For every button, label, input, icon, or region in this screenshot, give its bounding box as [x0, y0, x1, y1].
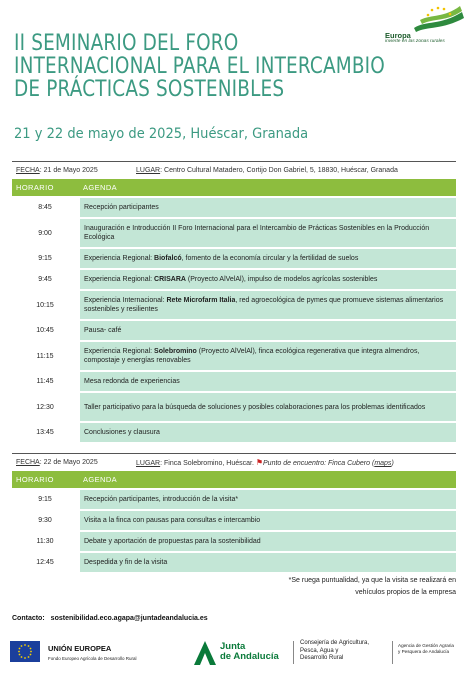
meeting-point: Punto de encuentro: Finca Cubero (: [263, 460, 375, 467]
session-meta: [12, 161, 456, 179]
session-date: FECHA: 22 de Mayo 2025: [16, 459, 98, 466]
flag-icon: ⚑: [255, 458, 264, 467]
maps-link[interactable]: maps: [374, 460, 392, 467]
table-row: 13:45 Conclusiones y clausura: [12, 423, 456, 442]
title-line: DE PRÁCTICAS SOSTENIBLES: [14, 76, 285, 102]
table-row: 9:00 Inauguración e Introducción II Foro Internacional para el Intercambio de Prácticas Sostenibles en la Producción Ecológica: [12, 219, 456, 247]
europa-tagline: invierte en las zonas rurales: [385, 39, 445, 44]
agenda-header: [12, 179, 456, 196]
table-row: 10:15 Experiencia Internacional: Rete Microfarm Italia, red agroecológica de pymes que promueve sistemas alimentarios sostenibles y resilientes: [12, 291, 456, 319]
title-line: II SEMINARIO DEL FORO: [14, 30, 239, 56]
contact-email-link[interactable]: sostenibilidad.eco.agapa@juntadeandalucia.es: [50, 615, 208, 622]
punctuality-note: *Se ruega puntualidad, ya que la visita se realizará en vehículos propios de la empresa: [288, 577, 456, 596]
table-row: 12:45 Despedida y fin de la visita: [12, 553, 456, 572]
session-location: LUGAR: Centro Cultural Matadero, Cortijo Don Gabriel, 5, 18830, Huéscar, Granada: [136, 167, 398, 174]
header-horario: HORARIO: [16, 183, 54, 192]
session-meta: [12, 453, 456, 471]
page-title: [14, 30, 385, 102]
header-horario: HORARIO: [16, 475, 54, 484]
table-row: 9:45 Experiencia Regional: CRISARA (Proyecto AlVelAl), impulso de modelos agrícolas sostenibles: [12, 270, 456, 289]
consejeria-name: Consejería de Agricultura, Pesca, Agua y Desarrollo Rural: [300, 640, 370, 661]
table-row: 10:45 Pausa- café: [12, 321, 456, 340]
divider: [293, 641, 294, 664]
contact-line: [12, 615, 214, 622]
agenda-day-2: [12, 453, 456, 572]
wave-flag-icon: [410, 6, 466, 32]
event-date-subtitle: 21 y 22 de mayo de 2025, Huéscar, Granada: [14, 126, 309, 142]
europa-title: Europa: [385, 31, 411, 40]
junta-andalucia-logo-icon: [193, 640, 217, 666]
table-row: 11:15 Experiencia Regional: Solebromino (Proyecto AlVelAl), finca ecológica regenerativa que integra almendros, compostaje y energías renovables: [12, 342, 456, 370]
table-row: 11:45 Mesa redonda de experiencias: [12, 372, 456, 391]
agenda-header: [12, 471, 456, 488]
junta-andalucia-name: Junta de Andalucía: [220, 641, 279, 662]
session-location: LUGAR: Finca Solebromino, Huéscar. ⚑Punto de encuentro: Finca Cubero (maps): [136, 458, 394, 467]
header-agenda: AGENDA: [83, 475, 118, 484]
table-row: 9:15 Experiencia Regional: Biofalcó, fomento de la economía circular y la fertilidad de suelos: [12, 249, 456, 268]
europa-logo: [382, 6, 468, 46]
table-row: 11:30 Debate y aportación de propuestas para la sostenibilidad: [12, 532, 456, 551]
header-agenda: AGENDA: [83, 183, 118, 192]
title-line: INTERNACIONAL PARA EL INTERCAMBIO: [14, 53, 385, 79]
table-row: 12:30 Taller participativo para la búsqueda de soluciones y posibles colaboraciones para los problemas identificados: [12, 393, 456, 421]
eu-title: UNIÓN EUROPEA: [48, 644, 112, 653]
agency-name: Agencia de Gestión Agraria y Pesquera de Andalucía: [398, 643, 454, 654]
session-date: FECHA: 21 de Mayo 2025: [16, 167, 98, 174]
table-row: 9:15 Recepción participantes, introducción de la visita*: [12, 490, 456, 509]
footer-logos: [10, 638, 466, 668]
table-row: 8:45 Recepción participantes: [12, 198, 456, 217]
eu-fund: Fondo Europeo Agrícola de Desarrollo Rural: [48, 656, 137, 661]
agenda-day-1: [12, 161, 456, 442]
eu-flag-icon: [10, 641, 40, 662]
contact-label: Contacto:: [12, 615, 45, 622]
table-row: 9:30 Visita a la finca con pausas para consultas e intercambio: [12, 511, 456, 530]
divider: [392, 641, 393, 664]
